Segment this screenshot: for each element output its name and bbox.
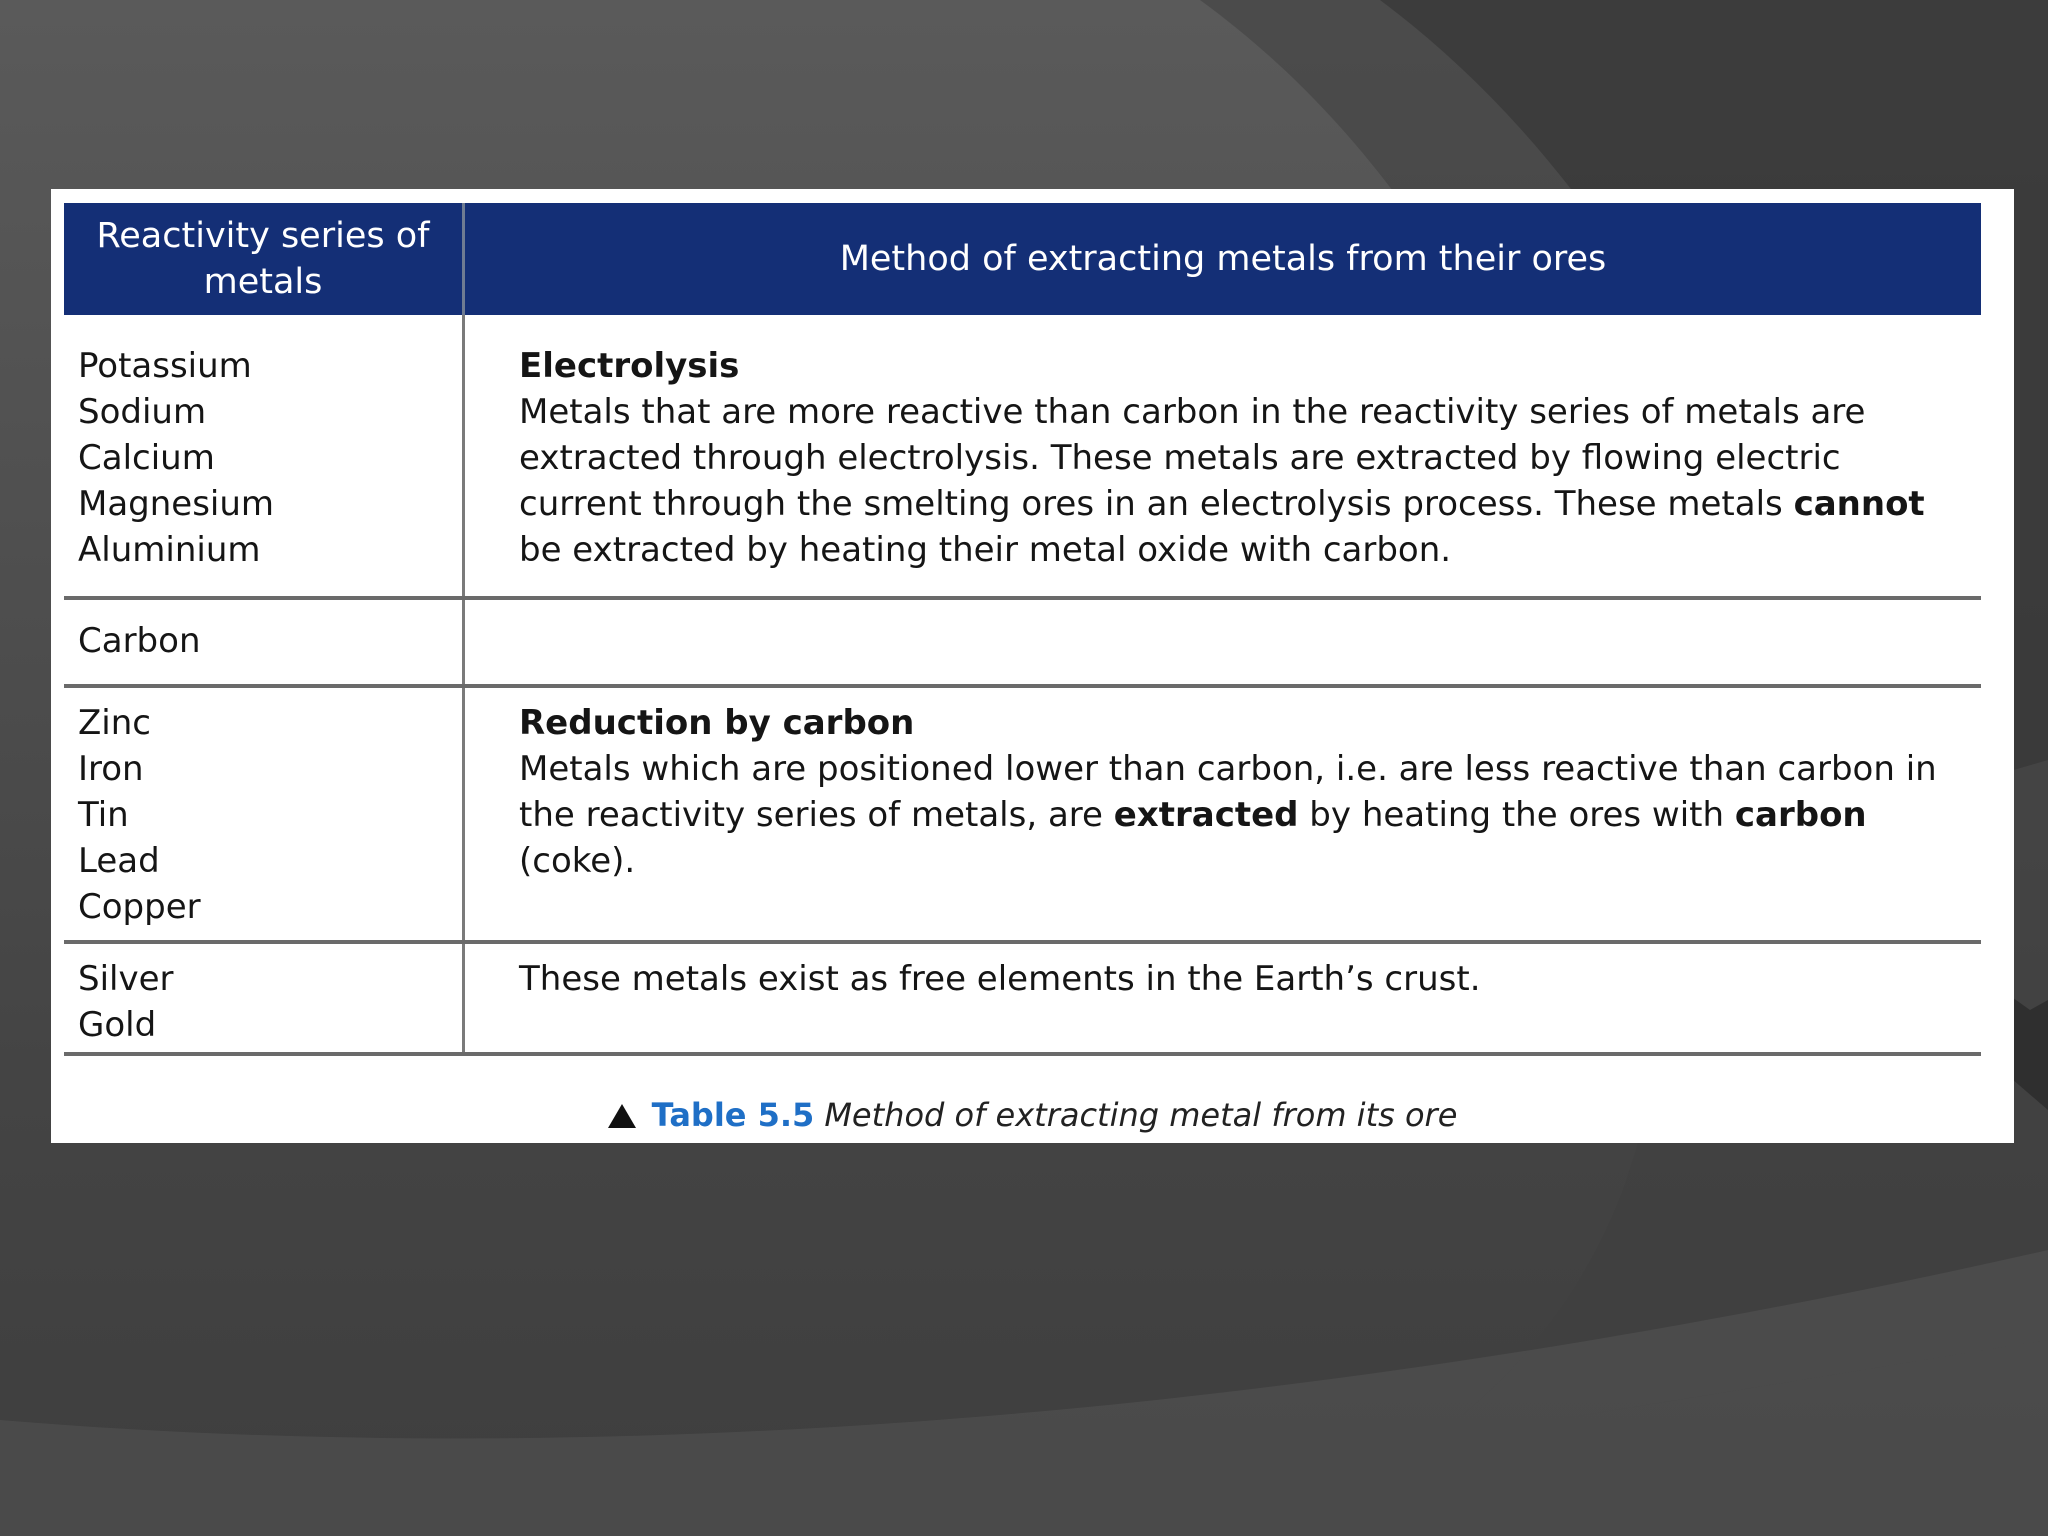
metal-iron: Iron [78, 749, 144, 789]
table-caption [51, 1095, 2014, 1135]
method-cell [464, 686, 1982, 942]
metal-lead: Lead [78, 841, 160, 881]
table-image [51, 189, 2014, 1143]
text-run: Metals that are more reactive than carbon in the reactivity series of metals are extracted through electrolysis. These metals are extracted by flowing electric current through the smelting ores in an electrolysis process. These metals [519, 392, 1866, 524]
extraction-table [64, 203, 1981, 1056]
metals-cell [64, 686, 464, 942]
metal-list [78, 956, 462, 1048]
text-run: (coke). [519, 841, 636, 881]
caption-text: Method of extracting metal from its ore [824, 1096, 1458, 1134]
element-carbon: Carbon [78, 621, 201, 661]
text-run: Metals which are positioned lower than carbon, i.e. are less reactive than carbon in the reactivity series of metals, are [519, 749, 1937, 835]
metal-tin: Tin [78, 795, 129, 835]
method-cell [464, 942, 1982, 1054]
method-cell-empty [464, 598, 1982, 686]
method-description: These metals exist as free elements in the Earth’s crust. [519, 959, 1481, 999]
emphasis-carbon: carbon [1734, 795, 1867, 835]
metal-list [78, 618, 462, 664]
triangle-up-icon [608, 1104, 636, 1128]
text-run: be extracted by heating their metal oxide with carbon. [519, 530, 1452, 570]
metal-magnesium: Magnesium [78, 484, 275, 524]
table-row-reduction [64, 686, 1981, 942]
metal-calcium: Calcium [78, 438, 215, 478]
metal-zinc: Zinc [78, 703, 151, 743]
header-reactivity-series: Reactivity series of metals [64, 203, 464, 315]
table-row-free-elements [64, 942, 1981, 1054]
method-cell [464, 315, 1982, 598]
caption-label: Table 5.5 [651, 1096, 815, 1134]
method-description [519, 389, 1967, 573]
metals-cell [64, 942, 464, 1054]
metal-silver: Silver [78, 959, 174, 999]
metal-gold: Gold [78, 1005, 157, 1045]
metals-cell [64, 598, 464, 686]
metal-list [78, 343, 462, 573]
text-run: by heating the ores with [1298, 795, 1735, 835]
metals-cell [64, 315, 464, 598]
table-row-electrolysis [64, 315, 1981, 598]
metal-sodium: Sodium [78, 392, 207, 432]
method-title-electrolysis: Electrolysis [519, 346, 740, 386]
metal-aluminium: Aluminium [78, 530, 261, 570]
metal-copper: Copper [78, 887, 201, 927]
emphasis-extracted: extracted [1113, 795, 1299, 835]
header-extraction-method: Method of extracting metals from their ores [464, 203, 1982, 315]
table-row-carbon [64, 598, 1981, 686]
table-header-row [64, 203, 1981, 315]
metal-list [78, 700, 462, 930]
metal-potassium: Potassium [78, 346, 252, 386]
emphasis-cannot: cannot [1793, 484, 1925, 524]
method-title-reduction: Reduction by carbon [519, 703, 915, 743]
method-description [519, 746, 1967, 884]
